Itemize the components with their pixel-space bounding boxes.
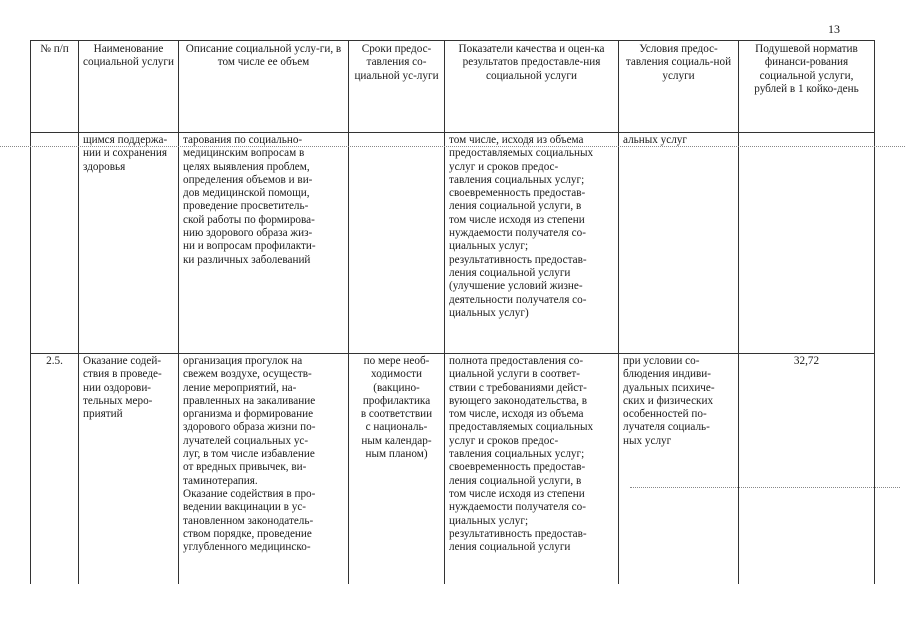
text-line: услуг и сроков предос-: [449, 434, 559, 447]
text-line: ление мероприятий, на-: [183, 381, 297, 394]
text-line: ствии с требованиями дейст-: [449, 381, 587, 394]
cell-quality: [445, 133, 619, 354]
header-conditions: Условия предос-тавления социаль-ной услуги: [619, 41, 739, 133]
text-line: (вакцино-: [373, 381, 420, 394]
cell-terms: [349, 133, 445, 354]
text-line: результативность предостав-: [449, 527, 587, 540]
text-line: том числе исходя из степени: [449, 487, 585, 500]
text-line: ных услуг: [623, 434, 672, 447]
text-line: тановленном законодатель-: [183, 514, 314, 527]
text-line: своевременность предостав-: [449, 187, 586, 200]
text-line: деятельности получателя со-: [449, 293, 587, 306]
text-line: предоставляемых социальных: [449, 147, 594, 160]
text-line: правленных на закаливание: [183, 394, 316, 407]
text-line: здорового образа жизни по-: [183, 421, 316, 434]
text-line: тельных меро-: [83, 394, 153, 407]
text-line: нуждаемости получателя со-: [449, 501, 586, 514]
text-line: проведение просветитель-: [183, 200, 309, 213]
page-number: 13: [828, 22, 840, 36]
text-line: медицинским вопросам в: [183, 147, 305, 160]
text-line: щимся поддержа-: [83, 134, 168, 146]
cell-service-name: [79, 133, 179, 354]
header-row: [31, 41, 875, 133]
text-line: ских и физических: [623, 394, 714, 407]
text-line: блюдения индиви-: [623, 368, 712, 381]
text-line: по мере необ-: [363, 355, 430, 367]
text-line: циальной услуги в соответ-: [449, 368, 580, 381]
header-number: № п/п: [31, 41, 79, 133]
text-line: нии и сохранения: [83, 147, 168, 160]
text-line: своевременность предостав-: [449, 461, 586, 474]
text-line: ления социальной услуги, в: [449, 474, 582, 487]
text-line: ления социальной услуги: [449, 541, 571, 554]
text-line: таминотерапия.: [183, 474, 258, 487]
text-line: тавления социальных услуг;: [449, 173, 585, 186]
text-line: ным планом): [365, 448, 428, 461]
text-line: определения объемов и ви-: [183, 173, 313, 186]
table-row: [31, 354, 875, 585]
cell-conditions: [619, 354, 739, 585]
text-line: дуальных психиче-: [623, 381, 715, 394]
text-line: особенностей по-: [623, 408, 707, 421]
text-line: нуждаемости получателя со-: [449, 227, 586, 240]
cell-norm: [739, 133, 875, 354]
scan-artifact-dotted-line: [630, 487, 900, 488]
text-line: Оказание содействия в про-: [183, 487, 316, 500]
header-description: Описание социальной услу-ги, в том числе ее объем: [179, 41, 349, 133]
header-service-name: Наименование социальной услуги: [79, 41, 179, 133]
text-line: тарования по социально-: [183, 134, 303, 146]
text-line: нии оздорови-: [83, 381, 152, 394]
text-line: ления социальной услуги, в: [449, 200, 582, 213]
text-line: (улучшение условий жизне-: [449, 280, 583, 293]
header-terms: Сроки предос-тавления со-циальной ус-луги: [349, 41, 445, 133]
text-line: том числе, исходя из объема: [449, 134, 584, 146]
text-line: лучателей социальных ус-: [183, 434, 309, 447]
text-line: циальных услуг;: [449, 240, 529, 253]
text-line: циальных услуг): [449, 306, 529, 319]
text-line: с националь-: [365, 421, 428, 434]
text-line: при условии со-: [623, 355, 700, 367]
text-line: ством порядке, проведение: [183, 527, 312, 540]
cell-norm: 32,72: [739, 354, 875, 585]
text-line: дов медицинской помощи,: [183, 187, 310, 200]
text-line: организация прогулок на: [183, 355, 303, 367]
text-line: профилактика: [362, 394, 431, 407]
cell-number: [31, 133, 79, 354]
social-services-table: [30, 40, 875, 584]
header-norm: Подушевой норматив финанси-рования социальной услуги, рублей в 1 койко-день: [739, 41, 875, 133]
cell-number: 2.5.: [31, 354, 79, 585]
text-line: альных услуг: [623, 134, 687, 146]
text-line: полнота предоставления со-: [449, 355, 584, 367]
text-line: предоставляемых социальных: [449, 421, 594, 434]
cell-terms: [349, 354, 445, 585]
cell-description: [179, 133, 349, 354]
cell-service-name: [79, 354, 179, 585]
text-line: том числе исходя из степени: [449, 213, 585, 226]
text-line: результативность предостав-: [449, 253, 587, 266]
text-line: том числе, исходя из объема: [449, 408, 584, 421]
text-line: ходимости: [371, 368, 422, 381]
text-line: услуг и сроков предос-: [449, 160, 559, 173]
scan-artifact-dotted-line: [0, 146, 905, 147]
cell-conditions: [619, 133, 739, 354]
text-line: приятий: [83, 408, 123, 421]
text-line: циальных услуг;: [449, 514, 529, 527]
table-row: [31, 133, 875, 354]
text-line: ствия в проведе-: [83, 368, 162, 381]
header-quality: Показатели качества и оцен-ка результатов предоставле-ния социальной услуги: [445, 41, 619, 133]
text-line: ным календар-: [361, 434, 432, 447]
text-line: от вредных привычек, ви-: [183, 461, 307, 474]
text-line: луг, в том числе избавление: [183, 448, 315, 461]
text-line: ки различных заболеваний: [183, 253, 311, 266]
text-line: ской работы по формирова-: [183, 213, 315, 226]
text-line: углубленного медицинско-: [183, 541, 311, 554]
text-line: в соответствии: [360, 408, 433, 421]
text-line: ведении вакцинации в ус-: [183, 501, 307, 514]
text-line: лучателя социаль-: [623, 421, 710, 434]
text-line: Оказание содей-: [83, 355, 162, 367]
text-line: вующего законодательства, в: [449, 394, 587, 407]
text-line: ни и вопросам профилакти-: [183, 240, 316, 253]
text-line: ления социальной услуги: [449, 266, 571, 279]
text-line: целях выявления проблем,: [183, 160, 310, 173]
cell-description: [179, 354, 349, 585]
text-line: здоровья: [83, 160, 126, 173]
text-line: нию здорового образа жиз-: [183, 227, 313, 240]
text-line: свежем воздухе, осуществ-: [183, 368, 312, 381]
cell-quality: [445, 354, 619, 585]
text-line: организма и формирование: [183, 408, 314, 421]
text-line: тавления социальных услуг;: [449, 448, 585, 461]
